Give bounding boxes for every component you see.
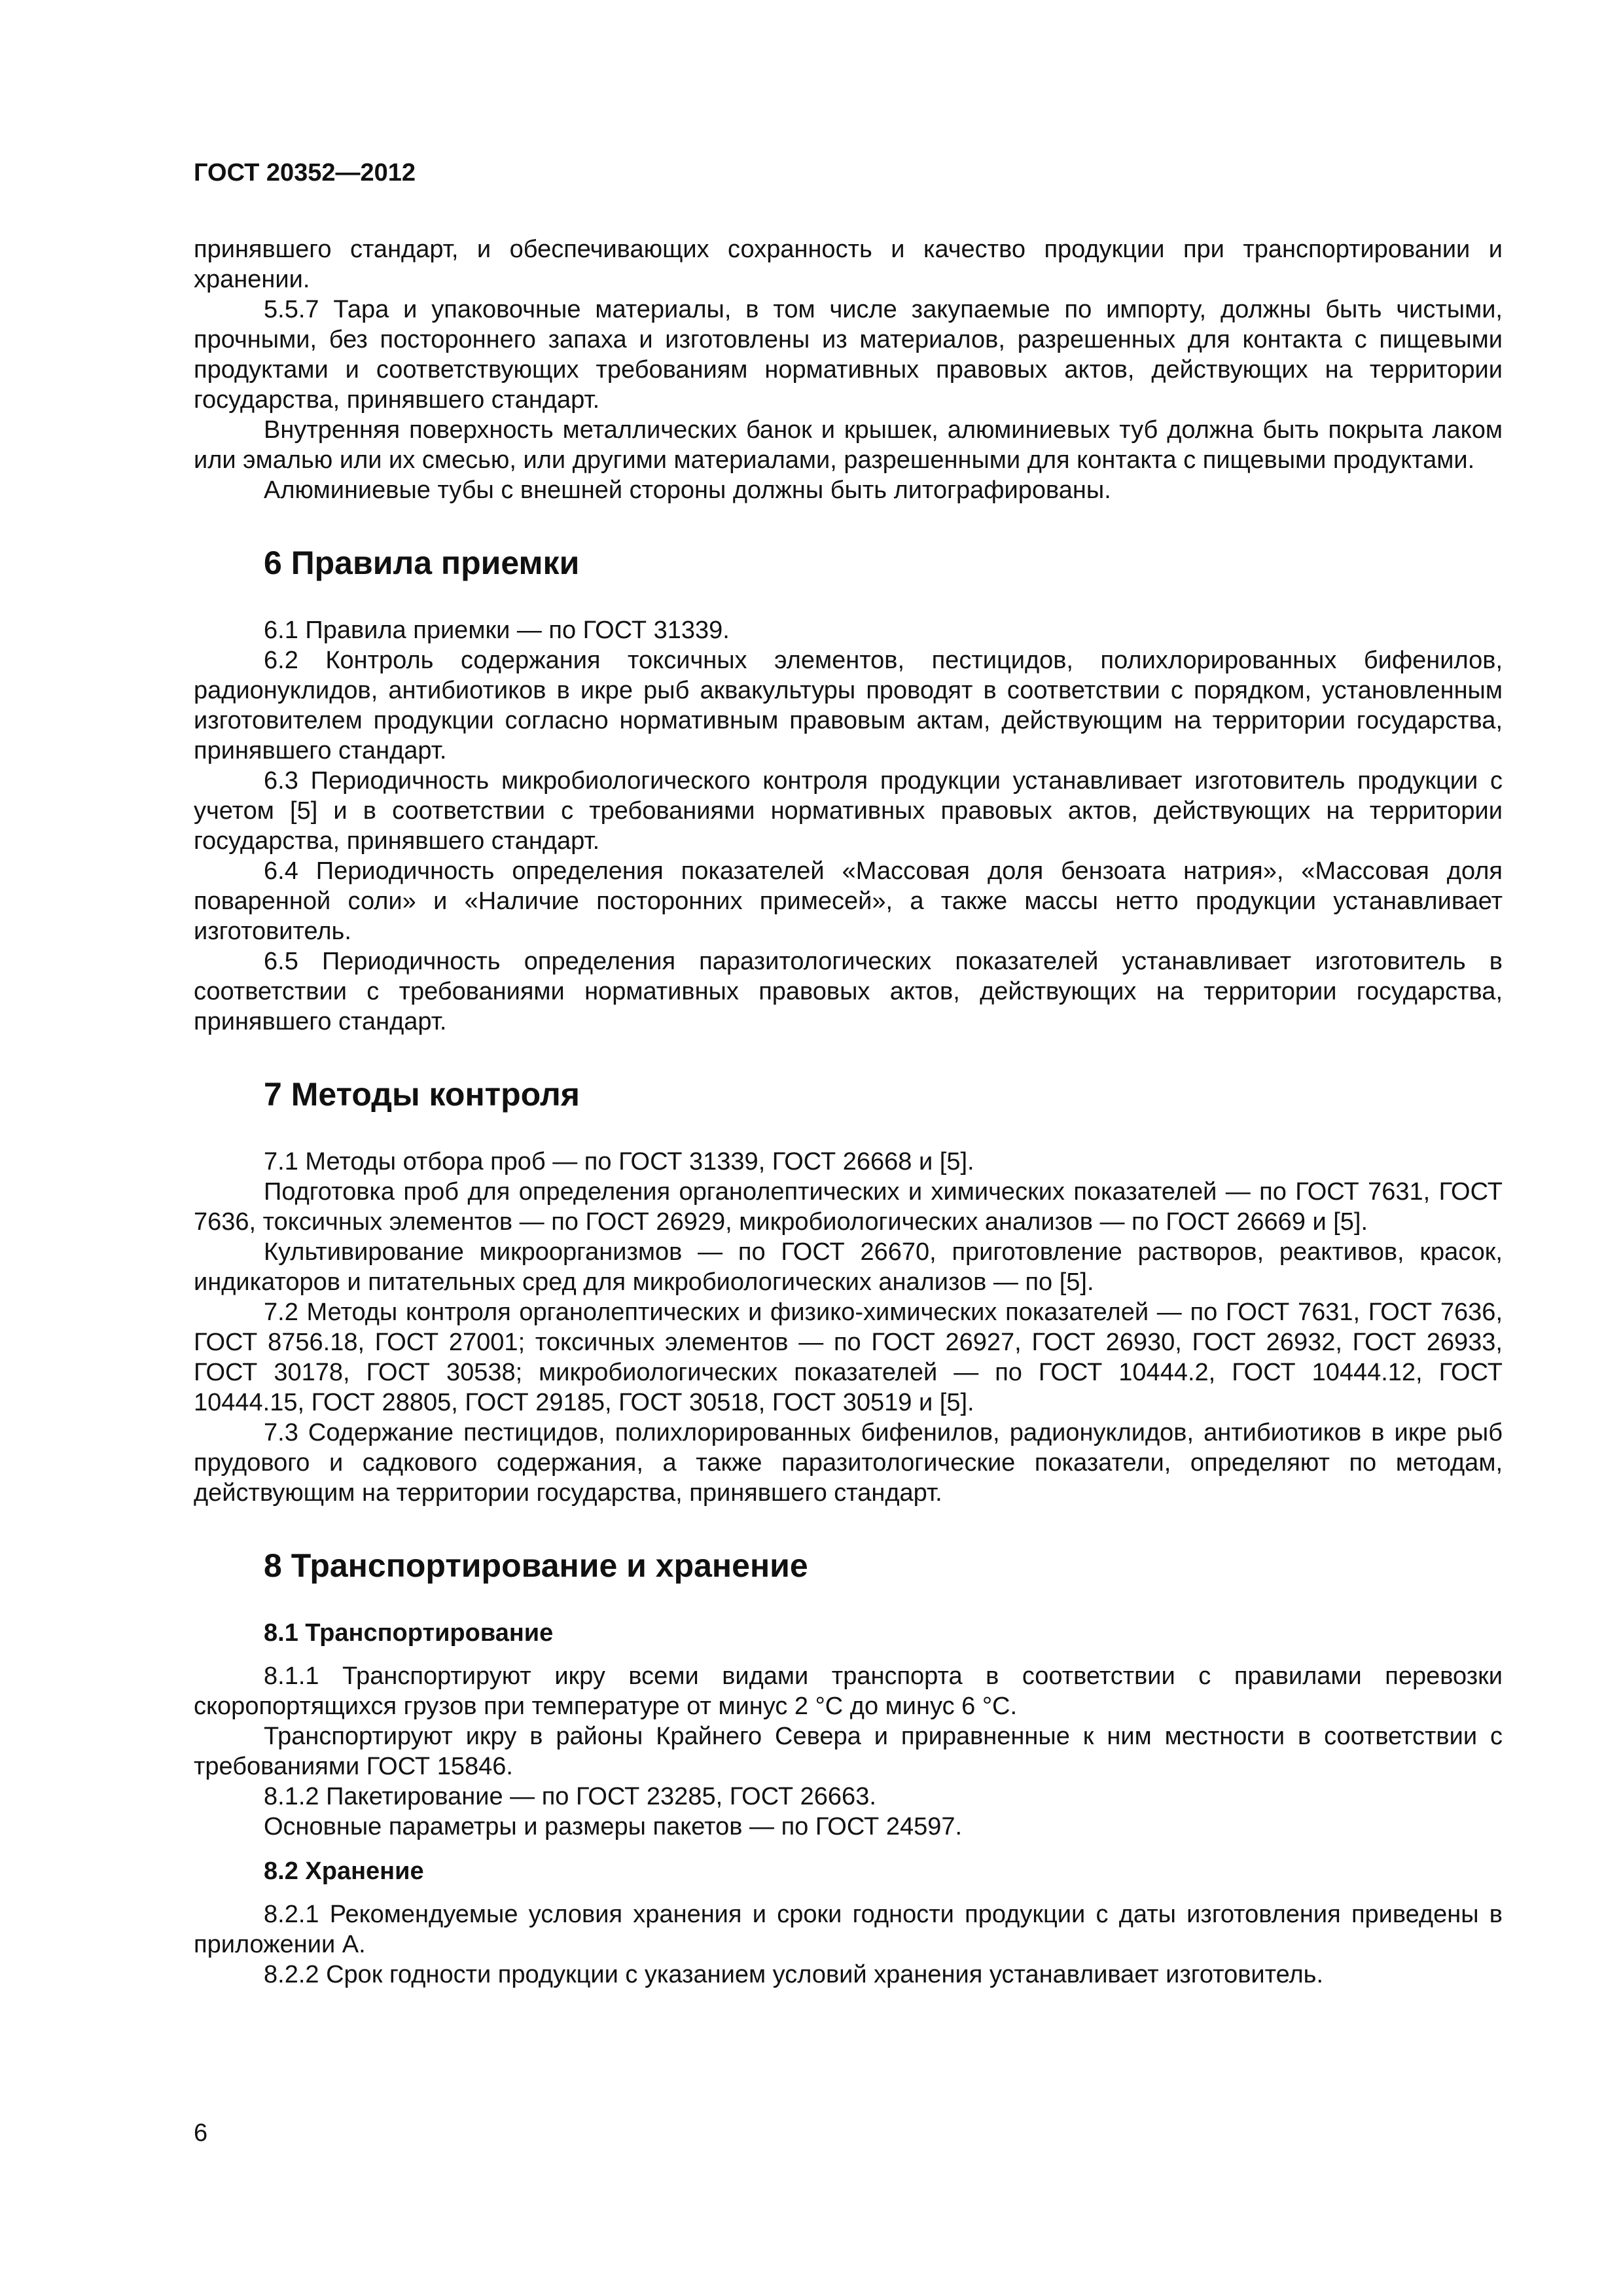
paragraph-6-1: 6.1 Правила приемки — по ГОСТ 31339. xyxy=(264,617,730,644)
subsection-8-2-title: 8.2 Хранение xyxy=(264,1857,424,1885)
paragraph-6-4: 6.4 Периодичность определения показателей «Массовая доля бензоата натрия», «Массовая доля поваренной соли» и «Наличие посторонних примесей», а также массы нетто продукции устанавливает изготовитель. xyxy=(194,857,1503,945)
paragraph-6-5: 6.5 Периодичность определения паразитологических показателей устанавливает изготовитель в соответствии с требованиями нормативных правовых актов, действующих на территории государства, принявшего стандарт. xyxy=(194,948,1503,1035)
paragraph-aluminium-tubes: Алюминиевые тубы с внешней стороны должны быть литографированы. xyxy=(264,476,1111,504)
paragraph-sample-preparation: Подготовка проб для определения органолептических и химических показателей — по ГОСТ 7631, ГОСТ 7636, токсичных элементов — по ГОСТ 26929, микробиологических анализов — по ГОСТ 26669 и [5]. xyxy=(194,1178,1503,1236)
paragraph-7-3: 7.3 Содержание пестицидов, полихлорированных бифенилов, радионуклидов, антибиотиков в икре рыб прудового и садкового содержания, а также паразитологические показатели, определяют по методам, действующим на территории государства, принявшего стандарт. xyxy=(194,1419,1503,1507)
document-page xyxy=(194,157,1503,1990)
paragraph-8-1-2: 8.1.2 Пакетирование — по ГОСТ 23285, ГОСТ 26663. xyxy=(264,1783,876,1810)
paragraph-far-north: Транспортируют икру в районы Крайнего Севера и приравненные к ним местности в соответствии с требованиями ГОСТ 15846. xyxy=(194,1723,1503,1780)
paragraph-7-1: 7.1 Методы отбора проб — по ГОСТ 31339, ГОСТ 26668 и [5]. xyxy=(264,1148,974,1175)
paragraph-cultivation: Культивирование микроорганизмов — по ГОСТ 26670, приготовление растворов, реактивов, красок, индикаторов и питательных сред для микробиологических анализов — по [5]. xyxy=(194,1238,1503,1296)
paragraph-5-5-7: 5.5.7 Тара и упаковочные материалы, в том числе закупаемые по импорту, должны быть чистыми, прочными, без постороннего запаха и изготовлены из материалов, разрешенных для контакта с пищевыми продуктами и соответствующих требованиям нормативных правовых актов, действующих на территории государства, принявшего стандарт. xyxy=(194,296,1503,414)
paragraph-8-2-2: 8.2.2 Срок годности продукции с указанием условий хранения устанавливает изготовитель. xyxy=(264,1961,1324,1988)
paragraph-8-1-1: 8.1.1 Транспортируют икру всеми видами транспорта в соответствии с правилами перевозки скоропортящихся грузов при температуре от минус 2 °С до минус 6 °С. xyxy=(194,1662,1503,1720)
paragraph-inner-surface: Внутренняя поверхность металлических банок и крышек, алюминиевых туб должна быть покрыта лаком или эмалью или их смесью, или другими материалами, разрешенными для контакта с пищевыми продуктами. xyxy=(194,416,1503,474)
subsection-8-1-title: 8.1 Транспортирование xyxy=(264,1619,554,1647)
paragraph-continuation: принявшего стандарт, и обеспечивающих сохранность и качество продукции при транспортировании и хранении. xyxy=(194,236,1503,293)
paragraph-package-params: Основные параметры и размеры пакетов — по ГОСТ 24597. xyxy=(264,1813,963,1840)
section-7-title: 7 Методы контроля xyxy=(264,1076,580,1113)
paragraph-7-2: 7.2 Методы контроля органолептических и физико-химических показателей — по ГОСТ 7631, ГОСТ 7636, ГОСТ 8756.18, ГОСТ 27001; токсичных элементов — по ГОСТ 26927, ГОСТ 26930, ГОСТ 26932, ГОСТ 26933, ГОСТ 30178, ГОСТ 30538; микробиологических показателей — по ГОСТ 10444.2, ГОСТ 10444.12, ГОСТ 10444.15, ГОСТ 28805, ГОСТ 29185, ГОСТ 30518, ГОСТ 30519 и [5]. xyxy=(194,1299,1503,1416)
paragraph-6-3: 6.3 Периодичность микробиологического контроля продукции устанавливает изготовитель продукции с учетом [5] и в соответствии с требованиями нормативных правовых актов, действующих на территории государства, принявшего стандарт. xyxy=(194,767,1503,855)
paragraph-8-2-1: 8.2.1 Рекомендуемые условия хранения и сроки годности продукции с даты изготовления приведены в приложении А. xyxy=(194,1901,1503,1958)
section-8-title: 8 Транспортирование и хранение xyxy=(264,1547,808,1584)
page-number: 6 xyxy=(194,2119,208,2147)
document-header: ГОСТ 20352—2012 xyxy=(194,159,416,187)
section-6-title: 6 Правила приемки xyxy=(264,545,580,581)
paragraph-6-2: 6.2 Контроль содержания токсичных элементов, пестицидов, полихлорированных бифенилов, радионуклидов, антибиотиков в икре рыб аквакультуры проводят в соответствии с порядком, установленным изготовителем продукции согласно нормативным правовым актам, действующим на территории государства, принявшего стандарт. xyxy=(194,647,1503,764)
